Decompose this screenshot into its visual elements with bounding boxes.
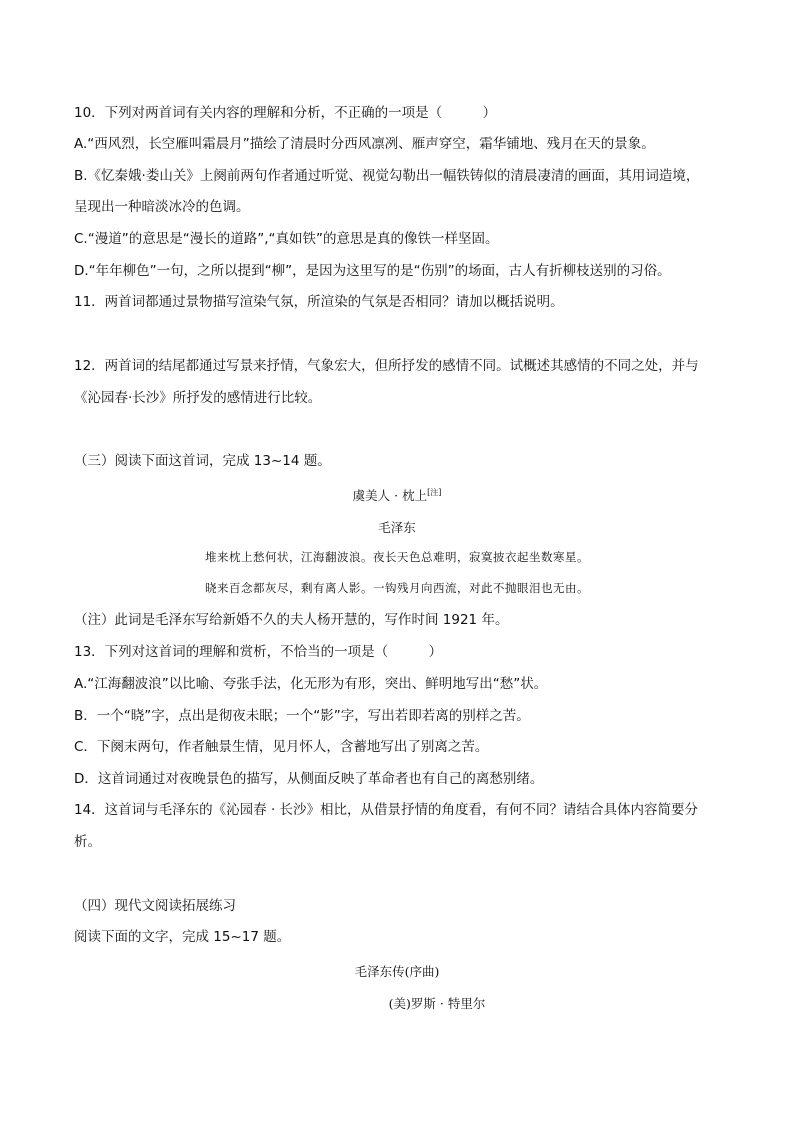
q12-line1: 12．两首词的结尾都通过写景来抒情，气象宏大，但所抒发的感情不同。试概述其感情的不同之处，并与 bbox=[74, 358, 699, 374]
q14-line2: 析。 bbox=[74, 834, 101, 850]
text-author: (美)罗斯 · 特里尔 bbox=[388, 996, 486, 1011]
poem-note-mark: [注] bbox=[427, 487, 442, 497]
q13-option-d: D．这首词通过对夜晚景色的描写，从侧面反映了革命者也有自己的离愁别绪。 bbox=[74, 771, 544, 787]
poem-note: （注）此词是毛泽东写给新婚不久的夫人杨开慧的，写作时间 1921 年。 bbox=[74, 612, 509, 628]
section3-heading: （三）阅读下面这首词，完成 13~14 题。 bbox=[74, 453, 331, 469]
section4-instruction: 阅读下面的文字，完成 15~17 题。 bbox=[74, 929, 291, 945]
q14-line1: 14．这首词与毛泽东的《沁园春 · 长沙》相比，从借景抒情的角度看，有何不同？请结合具体内容简要分 bbox=[74, 802, 699, 818]
text-title: 毛泽东传(序曲) bbox=[354, 964, 440, 979]
section4-heading: （四）现代文阅读拓展练习 bbox=[74, 898, 236, 914]
q11-stem: 11．两首词都通过景物描写渲染气氛，所渲染的气氛是否相同？请加以概括说明。 bbox=[74, 294, 564, 310]
q10-option-b-line1: B.《忆秦娥·娄山关》上阕前两句作者通过听觉、视觉勾勒出一幅铁铸似的清晨凄清的画面，其用词造境， bbox=[74, 168, 700, 184]
q10-option-d: D.“年年柳色”一句，之所以提到“柳”，是因为这里写的是“伤别”的场面，古人有折柳枝送别的习俗。 bbox=[74, 263, 671, 279]
poem-line-2: 晓来百念都灰尽，剩有离人影。一钩残月向西流，对此不抛眼泪也无由。 bbox=[205, 581, 589, 595]
q13-option-b: B．一个“晓”字，点出是彻夜未眠；一个“影”字，写出若即若离的别样之苦。 bbox=[74, 708, 530, 724]
poem-line-1: 堆来枕上愁何状，江海翻波浪。夜长天色总难明，寂寞披衣起坐数寒星。 bbox=[205, 550, 589, 564]
q12-line2: 《沁园春·长沙》所抒发的感情进行比较。 bbox=[74, 390, 322, 406]
q10-stem: 10．下列对两首词有关内容的理解和分析，不正确的一项是（ ） bbox=[74, 105, 497, 121]
q13-option-c: C．下阕末两句，作者触景生情，见月怀人，含蓄地写出了别离之苦。 bbox=[74, 739, 489, 755]
poem-author: 毛泽东 bbox=[378, 520, 416, 535]
q13-option-a: A.“江海翻波浪”以比喻、夸张手法，化无形为有形，突出、鲜明地写出“愁”状。 bbox=[74, 676, 548, 692]
q13-stem: 13．下列对这首词的理解和赏析，不恰当的一项是（ ） bbox=[74, 644, 443, 660]
q10-option-a: A.“西风烈，长空雁叫霜晨月”描绘了清晨时分西风凛冽、雁声穿空，霜华铺地、残月在天的景象。 bbox=[74, 136, 655, 152]
q10-option-c: C.“漫道”的意思是“漫长的道路”,“真如铁”的意思是真的像铁一样坚固。 bbox=[74, 231, 499, 247]
poem-title bbox=[0, 486, 794, 504]
poem-title-text: 虞美人 · 枕上 bbox=[352, 488, 428, 503]
q10-option-b-line2: 呈现出一种暗淡冰冷的色调。 bbox=[74, 199, 250, 215]
